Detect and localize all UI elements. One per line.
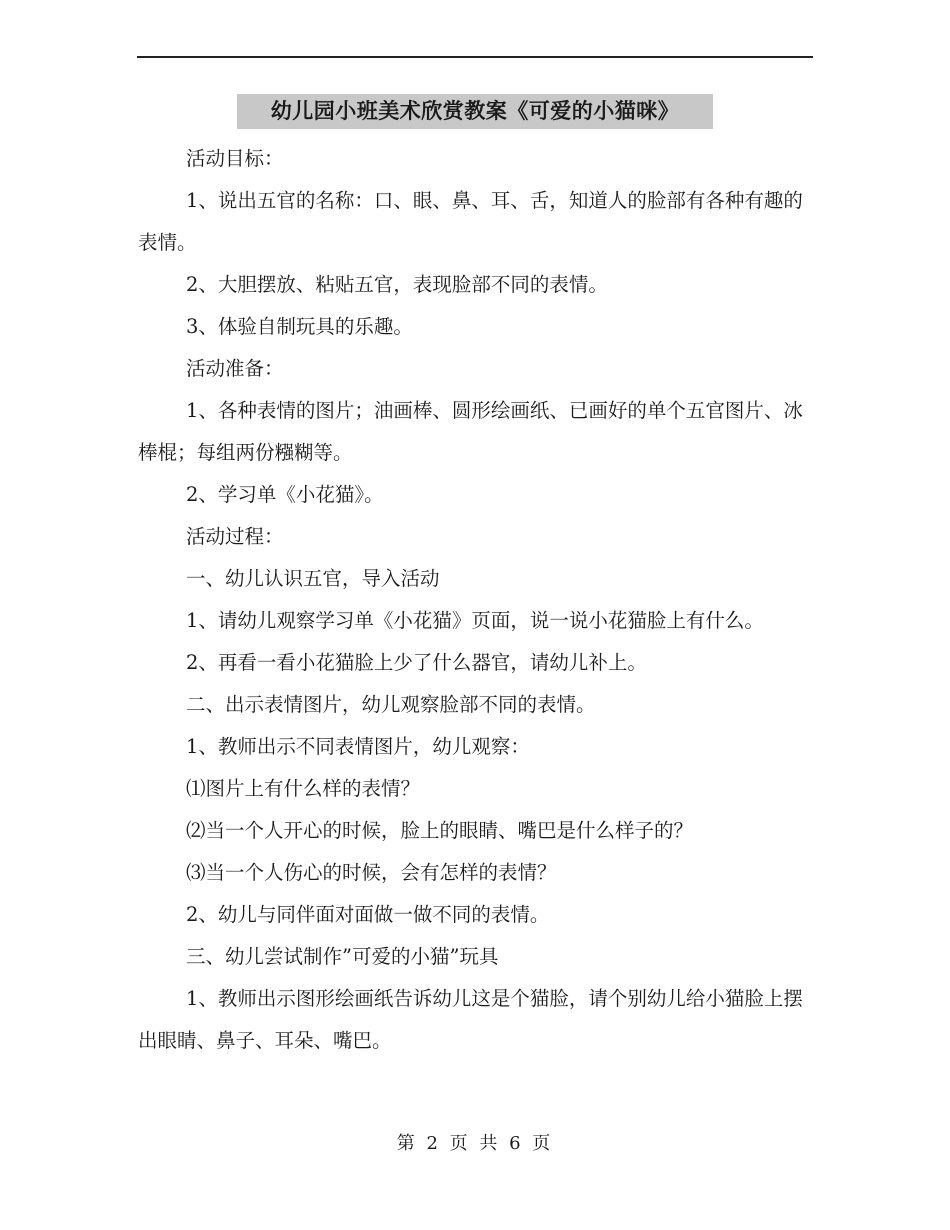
paragraph: 2、大胆摆放、粘贴五官，表现脸部不同的表情。 bbox=[186, 273, 608, 296]
paragraph: 1、请幼儿观察学习单《小花猫》页面，说一说小花猫脸上有什么。 bbox=[186, 609, 764, 632]
paragraph: 二、出示表情图片，幼儿观察脸部不同的表情。 bbox=[186, 693, 596, 716]
header-rule bbox=[137, 56, 813, 58]
paragraph: 1、教师出示图形绘画纸告诉幼儿这是个猫脸，请个别幼儿给小猫脸上摆出眼睛、鼻子、耳朵、嘴巴。 bbox=[138, 987, 803, 1052]
paragraph: 1、各种表情的图片；油画棒、圆形绘画纸、已画好的单个五官图片、冰棒棍；每组两份糨糊等。 bbox=[138, 399, 803, 464]
document-title: 幼儿园小班美术欣赏教案《可爱的小猫咪》 bbox=[270, 99, 680, 123]
paragraph: 活动准备： bbox=[186, 357, 284, 380]
paragraph: 1、教师出示不同表情图片，幼儿观察： bbox=[186, 735, 530, 758]
paragraph: 2、幼儿与同伴面对面做一做不同的表情。 bbox=[186, 903, 550, 926]
page-number: 第 2 页 共 6 页 bbox=[396, 1133, 554, 1154]
paragraph: 三、幼儿尝试制作”可爱的小猫”玩具 bbox=[186, 945, 499, 968]
paragraph: 活动目标： bbox=[186, 147, 284, 170]
title-highlight bbox=[237, 94, 713, 129]
paragraph: 活动过程： bbox=[186, 525, 284, 548]
paragraph: 2、学习单《小花猫》。 bbox=[186, 483, 384, 506]
paragraph: 1、说出五官的名称：口、眼、鼻、耳、舌，知道人的脸部有各种有趣的表情。 bbox=[138, 189, 803, 254]
paragraph: 2、再看一看小花猫脸上少了什么器官，请幼儿补上。 bbox=[186, 651, 647, 674]
paragraph: 一、幼儿认识五官，导入活动 bbox=[186, 567, 440, 590]
paragraph: ⑶当一个人伤心的时候，会有怎样的表情？ bbox=[186, 861, 557, 884]
paragraph: 3、体验自制玩具的乐趣。 bbox=[186, 315, 413, 338]
paragraph: ⑵当一个人开心的时候，脸上的眼睛、嘴巴是什么样子的？ bbox=[186, 819, 694, 842]
document-body bbox=[138, 138, 818, 1062]
paragraph: ⑴图片上有什么样的表情？ bbox=[186, 777, 421, 800]
